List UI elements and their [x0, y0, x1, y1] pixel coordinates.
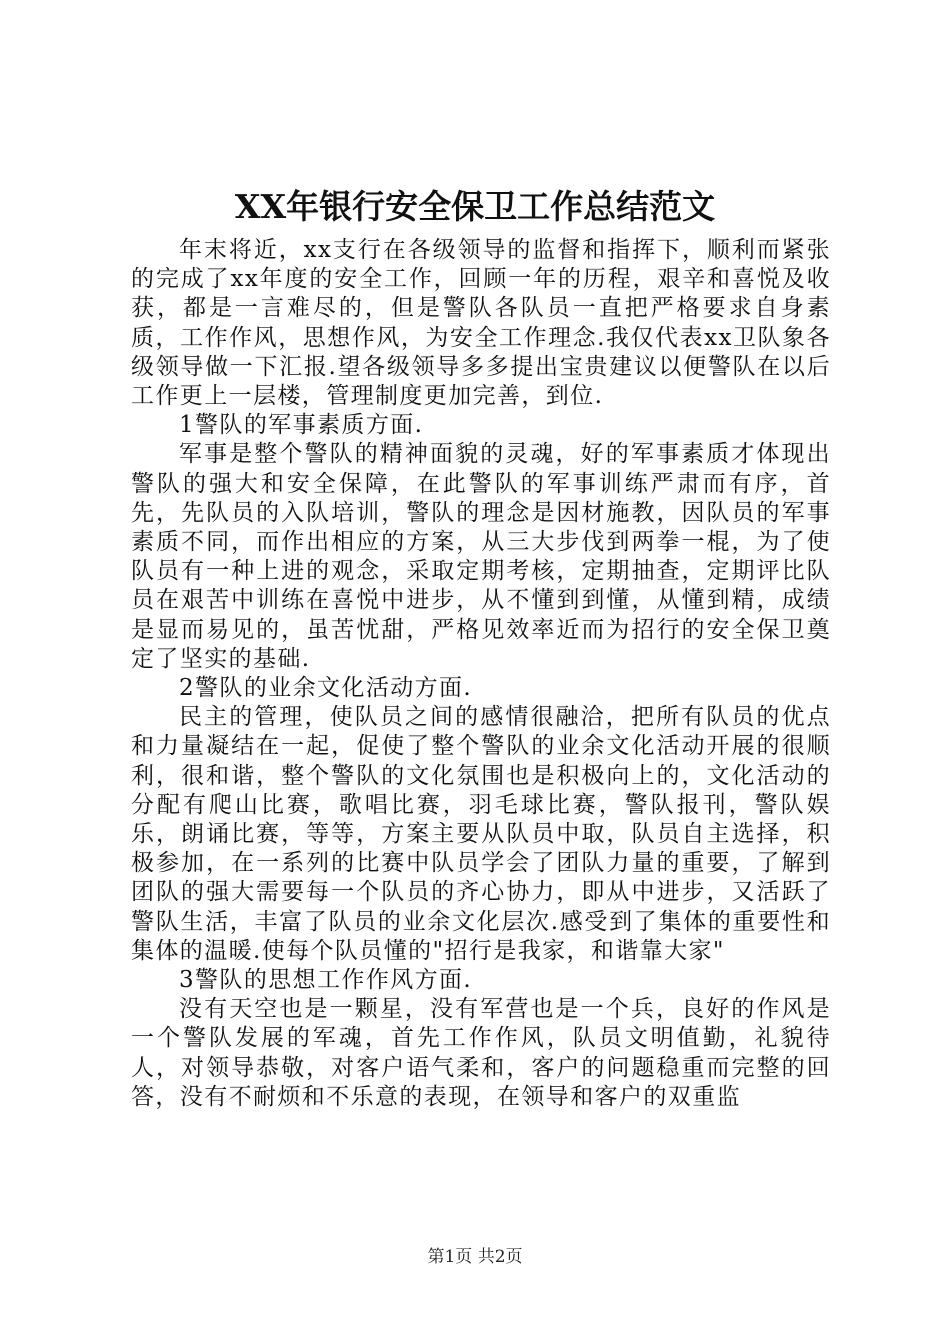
section-heading-work-style: 3警队的思想工作作风方面.: [179, 967, 473, 994]
paragraph-culture: 民主的管理，使队员之间的感情很融洽，把所有队员的优点和力量凝结在一起，促使了整个警队的业余文化活动开展的很顺利，很和谐，整个警队的文化氛围也是积极向上的，文化活动的分配有爬山比赛，歌唱比赛，羽毛球比赛，警队报刊，警队娱乐，朗诵比赛，等等，方案主要从队员中取，队员自主选择，积极参加，在一系列的比赛中队员学会了团队力量的重要，了解到团队的强大需要每一个队员的齐心协力，即从中进步，又活跃了警队生活，丰富了队员的业余文化层次.感受到了集体的重要性和集体的温暖.使每个队员懂的"招行是我家，和谐靠大家": [131, 704, 831, 964]
section-heading-military: 1警队的军事素质方面.: [179, 412, 424, 439]
document-body: [131, 236, 831, 1112]
paragraph-military: 军事是整个警队的精神面貌的灵魂，好的军事素质才体现出警队的强大和安全保障，在此警队的军事训练严肃而有序，首先，先队员的入队培训，警队的理念是因材施教，因队员的军事素质不同，而作出相应的方案，从三大步伐到两拳一棍，为了使队员有一种上进的观念，采取定期考核，定期抽查，定期评比队员在艰苦中训练在喜悦中进步，从不懂到到懂，从懂到精，成绩是显而易见的，虽苦忧甜，严格见效率近而为招行的安全保卫奠定了坚实的基础.: [131, 441, 831, 672]
document-title: XX年银行安全保卫工作总结范文: [234, 187, 716, 226]
section-heading-culture: 2警队的业余文化活动方面.: [179, 675, 473, 702]
paragraph-work-style: 没有天空也是一颗星，没有军营也是一个兵，良好的作风是一个警队发展的军魂，首先工作作风，队员文明值勤，礼貌待人，对领导恭敬，对客户语气柔和，客户的问题稳重而完整的回答，没有不耐烦和不乐意的表现，在领导和客户的双重监: [131, 996, 831, 1110]
page-number-footer: 第1页 共2页: [427, 1247, 523, 1267]
paragraph-intro: 年末将近，xx支行在各级领导的监督和指挥下，顺利而紧张的完成了xx年度的安全工作，回顾一年的历程，艰辛和喜悦及收获，都是一言难尽的，但是警队各队员一直把严格要求自身素质，工作作风，思想作风，为安全工作理念.我仅代表xx卫队象各级领导做一下汇报.望各级领导多多提出宝贵建议以便警队在以后工作更上一层楼，管理制度更加完善，到位.: [131, 237, 831, 410]
